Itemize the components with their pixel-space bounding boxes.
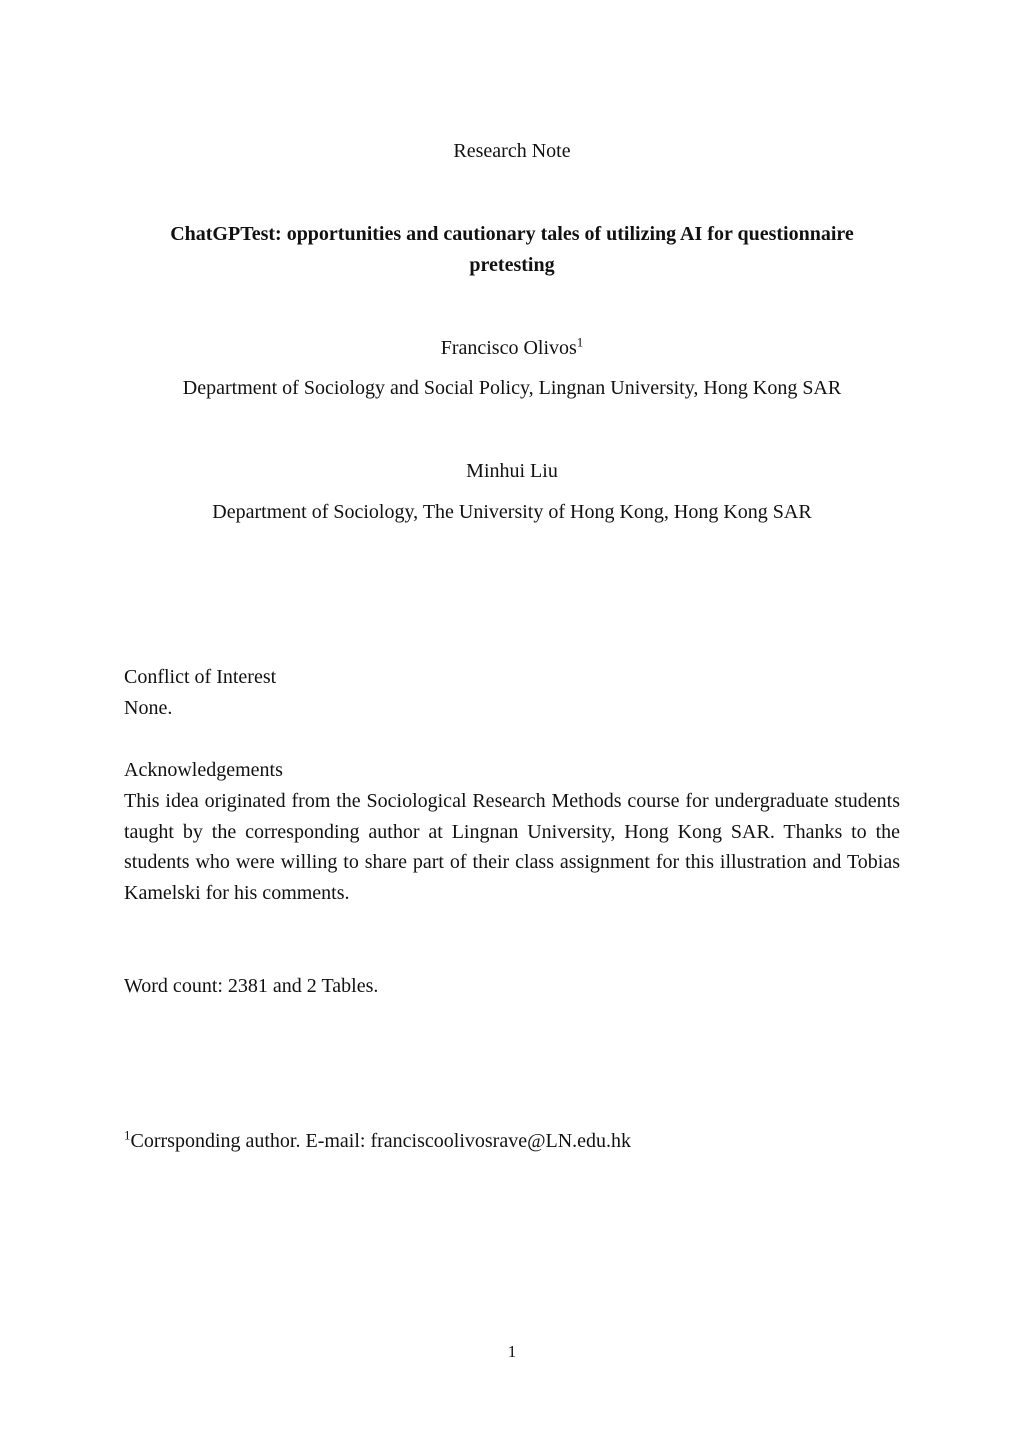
author-1-footnote-mark: 1 (576, 334, 584, 350)
conflict-heading: Conflict of Interest (124, 666, 277, 688)
page-number: 1 (507, 1342, 517, 1361)
research-note-label: Research Note (453, 140, 571, 162)
word-count: Word count: 2381 and 2 Tables. (124, 975, 379, 997)
paper-title-line-2: pretesting (469, 254, 555, 276)
footnote (124, 1126, 631, 1156)
paper-title-line-1: ChatGPTest: opportunities and cautionary tales of utilizing AI for questionnaire (170, 223, 854, 245)
conflict-body: None. (124, 697, 173, 719)
footnote-mark: 1 (124, 1127, 131, 1143)
author-1-affiliation: Department of Sociology and Social Policy, Lingnan University, Hong Kong SAR (182, 377, 842, 399)
author-1-name: Francisco Olivos (440, 337, 577, 359)
footnote-text: Corrsponding author. E-mail: franciscoolivosrave@LN.edu.hk (130, 1130, 632, 1152)
acknowledgements-heading: Acknowledgements (124, 759, 283, 781)
acknowledgements-body: This idea originated from the Sociological Research Methods course for undergraduate students taught by the corresponding author at Lingnan University, Hong Kong SAR. Thanks to the students who were willing to share part of their class assignment for this illustration and Tobias Kamelski for his comments. (124, 790, 900, 905)
author-2-affiliation: Department of Sociology, The University of Hong Kong, Hong Kong SAR (212, 501, 812, 523)
author-2-name: Minhui Liu (466, 460, 558, 482)
author-1 (0, 333, 1024, 363)
